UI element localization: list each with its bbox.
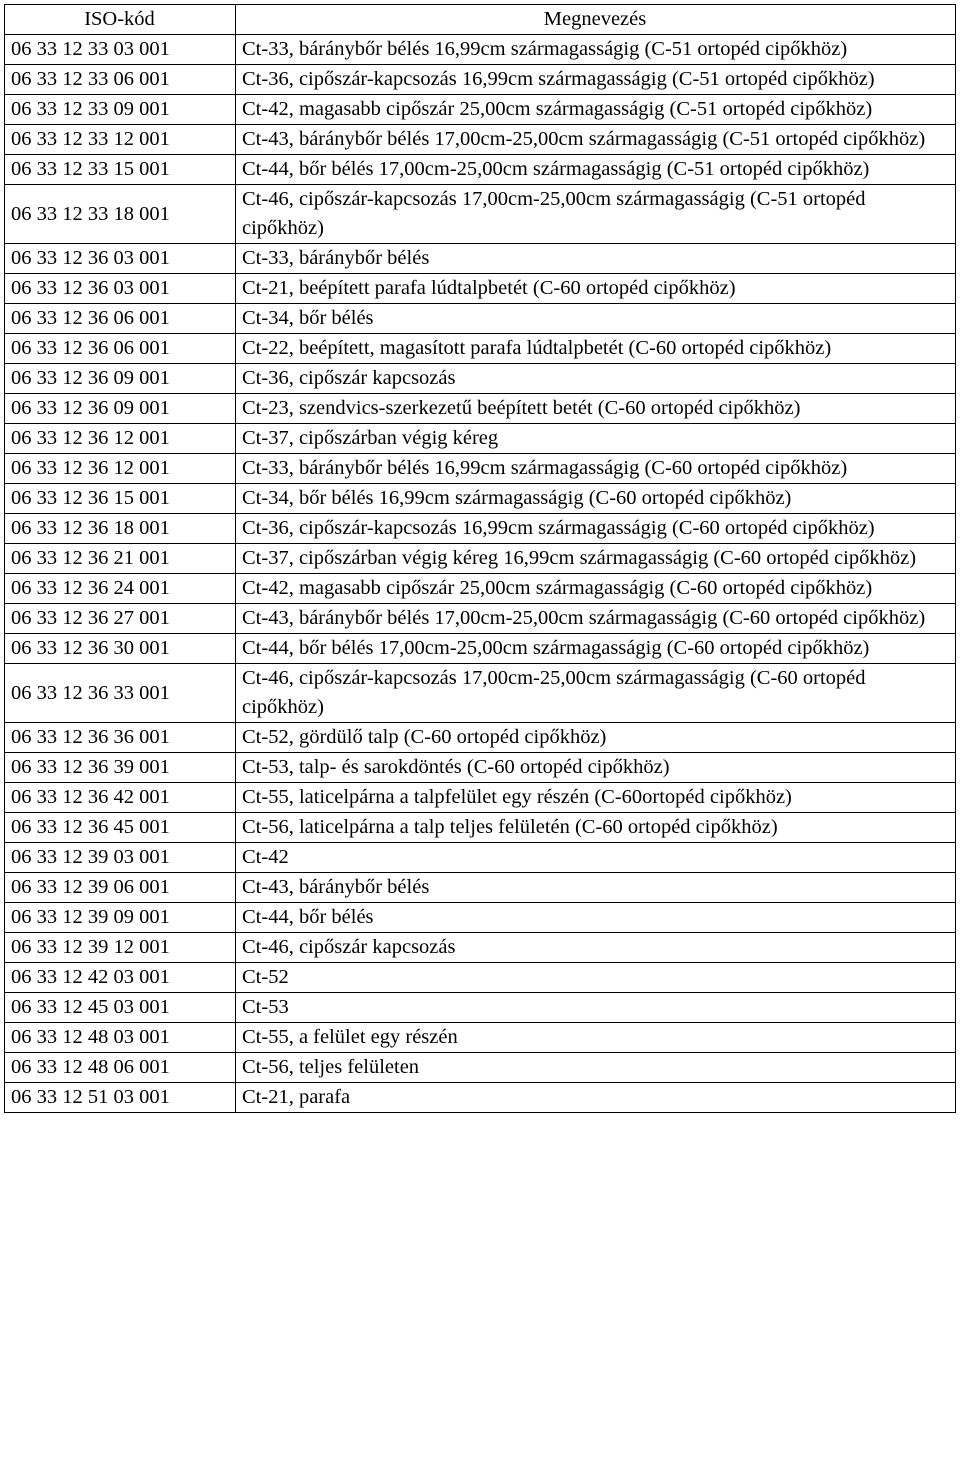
- name-cell: Ct-33, báránybőr bélés 16,99cm szármagasságig (C-51 ortopéd cipőkhöz): [236, 35, 956, 65]
- iso-code-cell: 06 33 12 51 03 001: [5, 1083, 236, 1113]
- name-cell: Ct-46, cipőszár-kapcsozás 17,00cm-25,00cm szármagasságig (C-51 ortopéd cipőkhöz): [236, 185, 956, 244]
- name-cell: Ct-36, cipőszár-kapcsozás 16,99cm szármagasságig (C-51 ortopéd cipőkhöz): [236, 65, 956, 95]
- table-row: [5, 544, 956, 574]
- iso-code-table: [4, 4, 956, 1113]
- iso-code-cell: 06 33 12 48 03 001: [5, 1023, 236, 1053]
- iso-code-cell: 06 33 12 36 27 001: [5, 604, 236, 634]
- iso-code-cell: 06 33 12 36 30 001: [5, 634, 236, 664]
- header-row: [5, 5, 956, 35]
- iso-code-cell: 06 33 12 36 09 001: [5, 394, 236, 424]
- table-row: [5, 484, 956, 514]
- iso-code-cell: 06 33 12 42 03 001: [5, 963, 236, 993]
- table-row: [5, 424, 956, 454]
- name-cell: Ct-22, beépített, magasított parafa lúdtalpbetét (C-60 ortopéd cipőkhöz): [236, 334, 956, 364]
- table-row: [5, 394, 956, 424]
- iso-code-cell: 06 33 12 36 09 001: [5, 364, 236, 394]
- table-row: [5, 933, 956, 963]
- name-cell: Ct-34, bőr bélés 16,99cm szármagasságig (C-60 ortopéd cipőkhöz): [236, 484, 956, 514]
- table-row: [5, 125, 956, 155]
- name-cell: Ct-43, báránybőr bélés 17,00cm-25,00cm szármagasságig (C-60 ortopéd cipőkhöz): [236, 604, 956, 634]
- table-body: [5, 35, 956, 1113]
- name-cell: Ct-55, laticelpárna a talpfelület egy részén (C-60ortopéd cipőkhöz): [236, 783, 956, 813]
- name-cell: Ct-46, cipőszár-kapcsozás 17,00cm-25,00cm szármagasságig (C-60 ortopéd cipőkhöz): [236, 664, 956, 723]
- iso-code-cell: 06 33 12 36 12 001: [5, 424, 236, 454]
- iso-code-cell: 06 33 12 48 06 001: [5, 1053, 236, 1083]
- name-cell: Ct-36, cipőszár-kapcsozás 16,99cm szármagasságig (C-60 ortopéd cipőkhöz): [236, 514, 956, 544]
- table-row: [5, 723, 956, 753]
- name-cell: Ct-52: [236, 963, 956, 993]
- name-cell: Ct-37, cipőszárban végig kéreg 16,99cm szármagasságig (C-60 ortopéd cipőkhöz): [236, 544, 956, 574]
- iso-code-cell: 06 33 12 36 21 001: [5, 544, 236, 574]
- iso-code-cell: 06 33 12 36 36 001: [5, 723, 236, 753]
- iso-code-cell: 06 33 12 36 06 001: [5, 334, 236, 364]
- name-cell: Ct-46, cipőszár kapcsozás: [236, 933, 956, 963]
- name-cell: Ct-52, gördülő talp (C-60 ortopéd cipőkhöz): [236, 723, 956, 753]
- name-cell: Ct-42: [236, 843, 956, 873]
- table-row: [5, 274, 956, 304]
- name-cell: Ct-33, báránybőr bélés: [236, 244, 956, 274]
- iso-code-cell: 06 33 12 33 09 001: [5, 95, 236, 125]
- table-row: [5, 155, 956, 185]
- iso-code-cell: 06 33 12 36 45 001: [5, 813, 236, 843]
- name-cell: Ct-42, magasabb cipőszár 25,00cm szármagasságig (C-60 ortopéd cipőkhöz): [236, 574, 956, 604]
- name-cell: Ct-21, parafa: [236, 1083, 956, 1113]
- column-header-iso-code: ISO-kód: [5, 5, 236, 35]
- table-row: [5, 753, 956, 783]
- name-cell: Ct-43, báránybőr bélés 17,00cm-25,00cm szármagasságig (C-51 ortopéd cipőkhöz): [236, 125, 956, 155]
- table-row: [5, 514, 956, 544]
- name-cell: Ct-42, magasabb cipőszár 25,00cm szármagasságig (C-51 ortopéd cipőkhöz): [236, 95, 956, 125]
- table-row: [5, 963, 956, 993]
- table-row: [5, 334, 956, 364]
- iso-code-cell: 06 33 12 33 15 001: [5, 155, 236, 185]
- name-cell: Ct-36, cipőszár kapcsozás: [236, 364, 956, 394]
- iso-code-cell: 06 33 12 36 39 001: [5, 753, 236, 783]
- name-cell: Ct-53, talp- és sarokdöntés (C-60 ortopéd cipőkhöz): [236, 753, 956, 783]
- table-row: [5, 1053, 956, 1083]
- name-cell: Ct-55, a felület egy részén: [236, 1023, 956, 1053]
- iso-code-cell: 06 33 12 39 09 001: [5, 903, 236, 933]
- name-cell: Ct-34, bőr bélés: [236, 304, 956, 334]
- iso-code-cell: 06 33 12 39 12 001: [5, 933, 236, 963]
- table-row: [5, 65, 956, 95]
- table-row: [5, 304, 956, 334]
- table-row: [5, 454, 956, 484]
- table-row: [5, 903, 956, 933]
- table-row: [5, 35, 956, 65]
- iso-code-cell: 06 33 12 36 24 001: [5, 574, 236, 604]
- table-row: [5, 185, 956, 244]
- name-cell: Ct-37, cipőszárban végig kéreg: [236, 424, 956, 454]
- table-row: [5, 993, 956, 1023]
- table-row: [5, 664, 956, 723]
- name-cell: Ct-44, bőr bélés: [236, 903, 956, 933]
- name-cell: Ct-53: [236, 993, 956, 1023]
- column-header-name: Megnevezés: [236, 5, 956, 35]
- table-row: [5, 843, 956, 873]
- iso-code-cell: 06 33 12 33 18 001: [5, 185, 236, 244]
- table-row: [5, 95, 956, 125]
- iso-code-cell: 06 33 12 36 12 001: [5, 454, 236, 484]
- iso-code-cell: 06 33 12 36 42 001: [5, 783, 236, 813]
- iso-code-cell: 06 33 12 39 06 001: [5, 873, 236, 903]
- iso-code-cell: 06 33 12 36 03 001: [5, 244, 236, 274]
- name-cell: Ct-21, beépített parafa lúdtalpbetét (C-60 ortopéd cipőkhöz): [236, 274, 956, 304]
- iso-code-cell: 06 33 12 33 06 001: [5, 65, 236, 95]
- iso-code-cell: 06 33 12 36 18 001: [5, 514, 236, 544]
- table-row: [5, 634, 956, 664]
- table-row: [5, 813, 956, 843]
- iso-code-cell: 06 33 12 36 03 001: [5, 274, 236, 304]
- iso-code-cell: 06 33 12 36 06 001: [5, 304, 236, 334]
- table-row: [5, 364, 956, 394]
- name-cell: Ct-56, teljes felületen: [236, 1053, 956, 1083]
- table-row: [5, 873, 956, 903]
- table-row: [5, 1023, 956, 1053]
- name-cell: Ct-23, szendvics-szerkezetű beépített betét (C-60 ortopéd cipőkhöz): [236, 394, 956, 424]
- table-row: [5, 783, 956, 813]
- iso-code-cell: 06 33 12 36 33 001: [5, 664, 236, 723]
- iso-code-cell: 06 33 12 33 12 001: [5, 125, 236, 155]
- iso-code-cell: 06 33 12 36 15 001: [5, 484, 236, 514]
- iso-code-cell: 06 33 12 45 03 001: [5, 993, 236, 1023]
- table-row: [5, 604, 956, 634]
- name-cell: Ct-44, bőr bélés 17,00cm-25,00cm szármagasságig (C-51 ortopéd cipőkhöz): [236, 155, 956, 185]
- table-header: [5, 5, 956, 35]
- table-row: [5, 1083, 956, 1113]
- name-cell: Ct-44, bőr bélés 17,00cm-25,00cm szármagasságig (C-60 ortopéd cipőkhöz): [236, 634, 956, 664]
- iso-code-cell: 06 33 12 39 03 001: [5, 843, 236, 873]
- name-cell: Ct-33, báránybőr bélés 16,99cm szármagasságig (C-60 ortopéd cipőkhöz): [236, 454, 956, 484]
- iso-code-cell: 06 33 12 33 03 001: [5, 35, 236, 65]
- table-row: [5, 244, 956, 274]
- table-row: [5, 574, 956, 604]
- name-cell: Ct-43, báránybőr bélés: [236, 873, 956, 903]
- name-cell: Ct-56, laticelpárna a talp teljes felületén (C-60 ortopéd cipőkhöz): [236, 813, 956, 843]
